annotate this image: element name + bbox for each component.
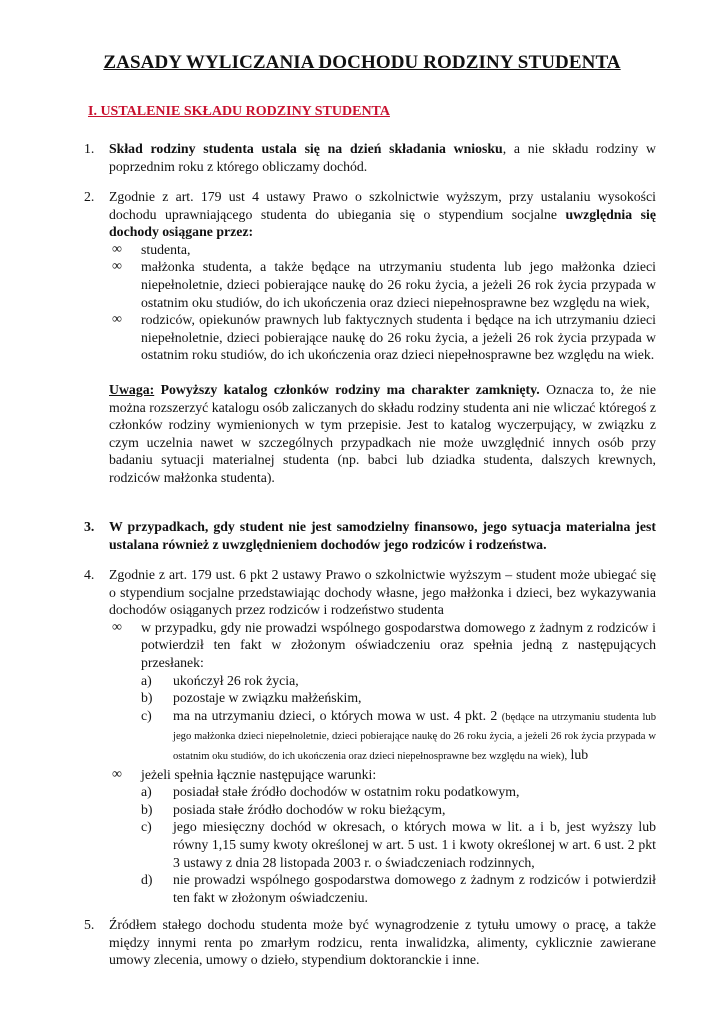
sub-item: c) ma na utrzymaniu dzieci, o których mowa w ust. 4 pkt. 2 (będące na utrzymaniu studenta lub jego małżonka dzieci niepełnoletnie, dzieci pobierające naukę do 26 roku życia, a jeżeli 26 rok życia przypada w ostatnim oku studiów, do ich ukończenia oraz dzieci niepełnosprawne bez względu na wiek), lub bbox=[141, 707, 656, 762]
list-item-3 bbox=[84, 518, 656, 553]
bullet-item: ∞ w przypadku, gdy nie prowadzi wspólnego gospodarstwa domowego z żadnym z rodziców i potwierdził ten fakt w złożonym oświadczeniu oraz spełnia jedną z następujących przesłanek: bbox=[112, 619, 656, 670]
section-heading: I. USTALENIE SKŁADU RODZINY STUDENTA bbox=[88, 104, 390, 119]
infinity-bullet-icon: ∞ bbox=[112, 259, 122, 275]
note-paragraph: Uwaga: Powyższy katalog członków rodziny ma charakter zamknięty. Oznacza to, że nie można rozszerzyć katalogu osób zaliczanych do składu rodziny studenta ani nie wliczać któregoś z członków rodziny wymienionych w tym przepisie. Jest to katalog wyczerpujący, w związku z czym uczelnia nawet w szczególnych przypadkach nie może uwzględnić innych osób przy badaniu sytuacji materialnej studenta (np. babci lub dziadka studenta, dalszych krewnych, rodziców małżonka studenta). bbox=[109, 381, 656, 485]
bullet-item: ∞ małżonka studenta, a także będące na utrzymaniu studenta lub jego małżonka dzieci niepełnoletnie, dzieci pobierające naukę do 26 roku życia, a jeżeli 26 rok życia przypada w ostatnim oku studiów, do ich ukończenia oraz dzieci niepełnosprawne bez względu na wiek, bbox=[112, 259, 656, 310]
infinity-bullet-icon: ∞ bbox=[112, 619, 122, 635]
item-number: 3. bbox=[84, 519, 95, 534]
sub-item: c) jego miesięczny dochód w okresach, o których mowa w lit. a i b, jest wyższy lub równy 1,15 sumy kwoty określonej w art. 5 ust. 1 i kwoty określonej w art. 6 ust. 2 pkt 3 ustawy z dnia 28 listopada 2003 r. o świadczeniach rodzinnych, bbox=[141, 819, 656, 870]
item-number: 1. bbox=[84, 141, 95, 156]
sub-item: a) posiadał stałe źródło dochodów w ostatnim roku podatkowym, bbox=[141, 784, 520, 800]
list-item-5 bbox=[84, 916, 656, 969]
note-label: Uwaga: bbox=[109, 381, 155, 397]
list-item-1 bbox=[84, 140, 656, 175]
item-number: 5. bbox=[84, 917, 95, 932]
sub-item: a) ukończył 26 rok życia, bbox=[141, 672, 299, 688]
bullet-item: ∞ jeżeli spełnia łącznie następujące warunki: bbox=[112, 766, 377, 782]
small-note: (będące na utrzymaniu studenta lub jego małżonka dzieci niepełnoletnie, dzieci pobierające naukę do 26 roku życia, a jeżeli 26 rok życia przypada w ostatnim oku studiów, do ich ukończenia oraz dzieci niepełnosprawne bez względu na wiek), bbox=[173, 711, 656, 762]
item-text: Zgodnie z art. 179 ust 4 ustawy Prawo o szkolnictwie wyższym, przy ustalaniu wysokości dochodu uprawniającego studenta do ubiegania się o stypendium socjalne uwzględnia się dochody osiągane przez: bbox=[109, 189, 656, 240]
list-item-2 bbox=[84, 188, 656, 487]
list-item-4 bbox=[84, 566, 656, 906]
bullet-item: ∞ rodziców, opiekunów prawnych lub faktycznych studenta i będące na ich utrzymaniu dzieci niepełnoletnie, dzieci pobierające naukę do 26 roku życia, a jeżeli 26 rok życia przypada w ostatnim roku studiów, do ich ukończenia oraz dzieci niepełnosprawne bez względu na wiek. bbox=[112, 312, 656, 363]
sub-item: b) posiada stałe źródło dochodów w roku bieżącym, bbox=[141, 801, 446, 817]
infinity-bullet-icon: ∞ bbox=[112, 241, 122, 257]
item-text: Źródłem stałego dochodu studenta może być wynagrodzenie z tytułu umowy o pracę, a także między innymi renta po zmarłym rodzicu, renta inwalidzka, alimenty, cyklicznie zawierane umowy zlecenia, umowy o dzieło, stypendium doktoranckie i inne. bbox=[109, 917, 656, 968]
item-number: 2. bbox=[84, 189, 95, 204]
infinity-bullet-icon: ∞ bbox=[112, 312, 122, 328]
infinity-bullet-icon: ∞ bbox=[112, 766, 122, 782]
bullet-item: ∞ studenta, bbox=[112, 241, 191, 257]
document-title: ZASADY WYLICZANIA DOCHODU RODZINY STUDENTA bbox=[103, 52, 621, 73]
item-text: Zgodnie z art. 179 ust. 6 pkt 2 ustawy Prawo o szkolnictwie wyższym – student może ubiegać się o stypendium socjalne przedstawiając dochody własne, jego małżonka i dzieci, bez wykazywania dochodów osiąganych przez rodziców i rodzeństwo studenta bbox=[109, 567, 656, 618]
item-number: 4. bbox=[84, 567, 95, 582]
sub-item: b) pozostaje w związku małżeńskim, bbox=[141, 690, 362, 706]
item-text: Skład rodziny studenta ustala się na dzień składania wniosku, a nie składu rodziny w poprzednim roku z którego obliczamy dochód. bbox=[109, 141, 656, 174]
item-text: W przypadkach, gdy student nie jest samodzielny finansowo, jego sytuacja materialna jest ustalana również z uwzględnieniem dochodów jego rodziców i rodzeństwa. bbox=[109, 519, 656, 552]
sub-item: d) nie prowadzi wspólnego gospodarstwa domowego z żadnym z rodziców i potwierdził ten fakt w złożonym oświadczeniu. bbox=[141, 872, 656, 905]
